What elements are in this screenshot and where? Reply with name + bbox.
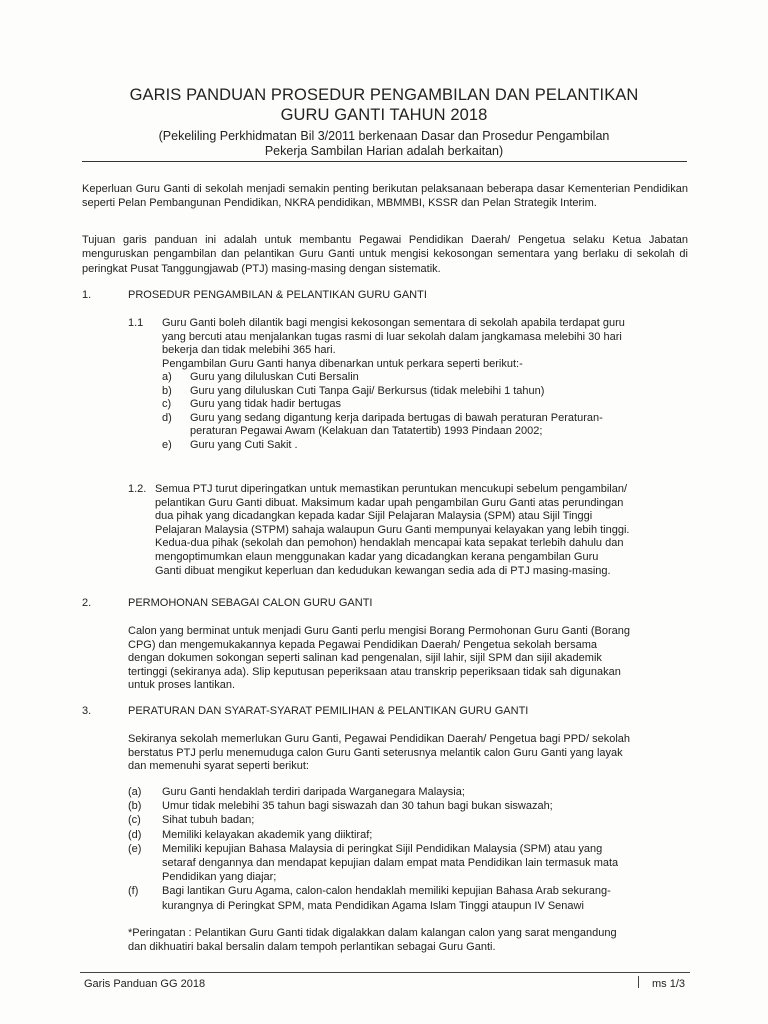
list-item: Guru yang Cuti Sakit .: [190, 439, 298, 451]
section1-number: 1.: [82, 289, 92, 301]
list-item-label: a): [162, 371, 172, 383]
text-line: Semua PTJ turut diperingatkan untuk memastikan peruntukan mencukupi sebelum pengambilan/: [155, 483, 628, 495]
list-item: Sihat tubuh badan;: [162, 814, 255, 827]
list-item: Guru yang tidak hadir bertugas: [190, 398, 342, 411]
list-item: Guru yang diluluskan Cuti Tanpa Gaji/ Berkursus (tidak melebihi 1 tahun): [190, 384, 545, 397]
text-line: bekerja dan tidak melebihi 365 hari.: [162, 344, 336, 357]
text-line: dua pihak yang dicadangkan kepada kadar Sijil Pelajaran Malaysia (SPM) atau Sijil Tinggi: [155, 510, 593, 523]
section3-number: 3.: [82, 705, 92, 717]
list-item: Guru yang diluluskan Cuti Bersalin: [190, 371, 359, 383]
footer-left: Garis Panduan GG 2018: [84, 978, 206, 990]
doc-subtitle-line2: Pekerja Sambilan Harian adalah berkaitan): [264, 144, 504, 158]
doc-title-line1: GARIS PANDUAN PROSEDUR PENGAMBILAN DAN PELANTIKAN: [129, 86, 639, 104]
text-line: Calon yang berminat untuk menjadi Guru Ganti perlu mengisi Borang Permohonan Guru Ganti (Borang: [128, 625, 630, 637]
list-item: Memiliki kelayakan akademik yang diiktiraf;: [162, 828, 373, 841]
section2-heading: PERMOHONAN SEBAGAI CALON GURU GANTI: [128, 597, 373, 609]
list-item-label: (c): [128, 814, 141, 827]
title-divider: [82, 161, 687, 162]
footer-divider: [80, 972, 690, 973]
list-item-label: e): [162, 439, 172, 451]
list-item-label: b): [162, 384, 172, 397]
section2-number: 2.: [82, 597, 92, 609]
list-item: Guru yang sedang digantung kerja daripada bertugas di bawah peraturan Peraturan-: [190, 411, 603, 424]
list-item: peraturan Pegawai Awam (Kelakuan dan Tatatertib) 1993 Pindaan 2002;: [190, 425, 543, 438]
section1-heading: PROSEDUR PENGAMBILAN & PELANTIKAN GURU GANTI: [128, 289, 427, 301]
list-item: kurangnya di Peringkat SPM, mata Pendidikan Agama Islam Tinggi ataupun IV Senawi: [162, 899, 584, 912]
list-item-label: (f): [128, 885, 139, 898]
p12-number: 1.2.: [128, 483, 147, 495]
text-line: mengoptimumkan elaun menggunakan kadar yang dicadangkan kerana pengambilan Guru: [155, 551, 599, 563]
page-number: ms 1/3: [652, 978, 686, 990]
doc-title-line2: GURU GANTI TAHUN 2018: [280, 106, 488, 124]
footer-separator: [638, 976, 639, 988]
p11-number: 1.1: [128, 317, 144, 329]
text-line: Sekiranya sekolah memerlukan Guru Ganti, Pegawai Pendidikan Daerah/ Pengetua bagi PPD/ sekolah: [128, 733, 631, 745]
text-line: yang bercuti atau menjalankan tugas rasmi di luar sekolah dalam jangkamasa melebihi 30 hari: [162, 330, 622, 343]
text-line: dengan dokumen sokongan seperti salinan kad pengenalan, sijil lahir, sijil SPM dan sijil akademik: [128, 652, 602, 665]
list-item-label: (a): [128, 786, 142, 798]
list-item: Pendidikan yang diajar;: [162, 871, 277, 884]
list-item: Memiliki kepujian Bahasa Malaysia di peringkat Sijil Pendidikan Malaysia (SPM) atau yang: [162, 842, 603, 855]
list-item-label: d): [162, 411, 172, 424]
list-item: Umur tidak melebihi 35 tahun bagi siswazah dan 30 tahun bagi bukan siswazah;: [162, 800, 553, 813]
list-item-label: c): [162, 398, 172, 411]
text-line: Ganti dibuat mengikut keperluan dan kedudukan kewangan sedia ada di PTJ masing-masing.: [155, 564, 611, 577]
text-line: dan dikhuatiri bakal bersalin dalam tempoh perlantikan sebagai Guru Ganti.: [128, 941, 496, 953]
text-line: CPG) dan mengemukakannya kepada Pegawai Pendidikan Daerah/ Pengetua sekolah bersama: [128, 638, 598, 651]
list-item: setaraf dengannya dan mendapat kepujian dalam empat mata Pendidikan lain termasuk mata: [162, 857, 619, 869]
intro-paragraph-2: Tujuan garis panduan ini adalah untuk membantu Pegawai Pendidikan Daerah/ Pengetua selaku Ketua Jabatan menguruskan pengambilan dan pelantikan Guru Ganti untuk mengisi kekosongan sementara yang berlaku di sekolah di peringkat Pusat Tanggungjawab (PTJ) masing-masing dengan sistematik.: [82, 234, 688, 275]
text-line: untuk proses lantikan.: [128, 679, 236, 692]
text-line: berstatus PTJ perlu menemuduga calon Guru Ganti seterusnya melantik calon Guru Ganti yang layak: [128, 746, 623, 759]
doc-subtitle-line1: (Pekeliling Perkhidmatan Bil 3/2011 berkenaan Dasar dan Prosedur Pengambilan: [158, 129, 610, 143]
text-line: Kedua-dua pihak (sekolah dan pemohon) hendaklah mencapai kata sepakat terlebih dahulu dan: [155, 537, 624, 550]
text-line: pelantikan Guru Ganti dibuat. Maksimum kadar upah pengambilan Guru Ganti atas perundingan: [155, 496, 624, 509]
text-line: tertinggi (sekiranya ada). Slip keputusan peperiksaan atau transkrip peperiksaan tidak sah digunakan: [128, 665, 621, 678]
text-line: Pelajaran Malaysia (STPM) sahaja walaupun Guru Ganti mempunyai kelayakan yang lebih tinggi.: [155, 523, 630, 536]
list-item: Guru Ganti hendaklah terdiri daripada Warganegara Malaysia;: [162, 786, 465, 798]
text-line: Pengambilan Guru Ganti hanya dibenarkan untuk perkara seperti berikut:-: [162, 357, 523, 370]
intro-paragraph-1: Keperluan Guru Ganti di sekolah menjadi semakin penting berikutan pelaksanaan beberapa dasar Kementerian Pendidikan seperti Pelan Pembangunan Pendidikan, NKRA pendidikan, MBMMBI, KSSR dan Pelan Strategik Interim.: [82, 183, 688, 210]
list-item-label: (d): [128, 828, 142, 841]
list-item-label: (b): [128, 800, 142, 813]
section3-heading: PERATURAN DAN SYARAT-SYARAT PEMILIHAN & PELANTIKAN GURU GANTI: [128, 705, 529, 717]
list-item-label: (e): [128, 842, 142, 855]
text-line: dan memenuhi syarat seperti berikut:: [128, 760, 309, 773]
text-line: Guru Ganti boleh dilantik bagi mengisi kekosongan sementara di sekolah apabila terdapat guru: [162, 317, 625, 329]
text-line: *Peringatan : Pelantikan Guru Ganti tidak digalakkan dalam kalangan calon yang sarat mengandung: [128, 927, 617, 939]
list-item: Bagi lantikan Guru Agama, calon-calon hendaklah memiliki kepujian Bahasa Arab sekurang-: [162, 885, 611, 898]
